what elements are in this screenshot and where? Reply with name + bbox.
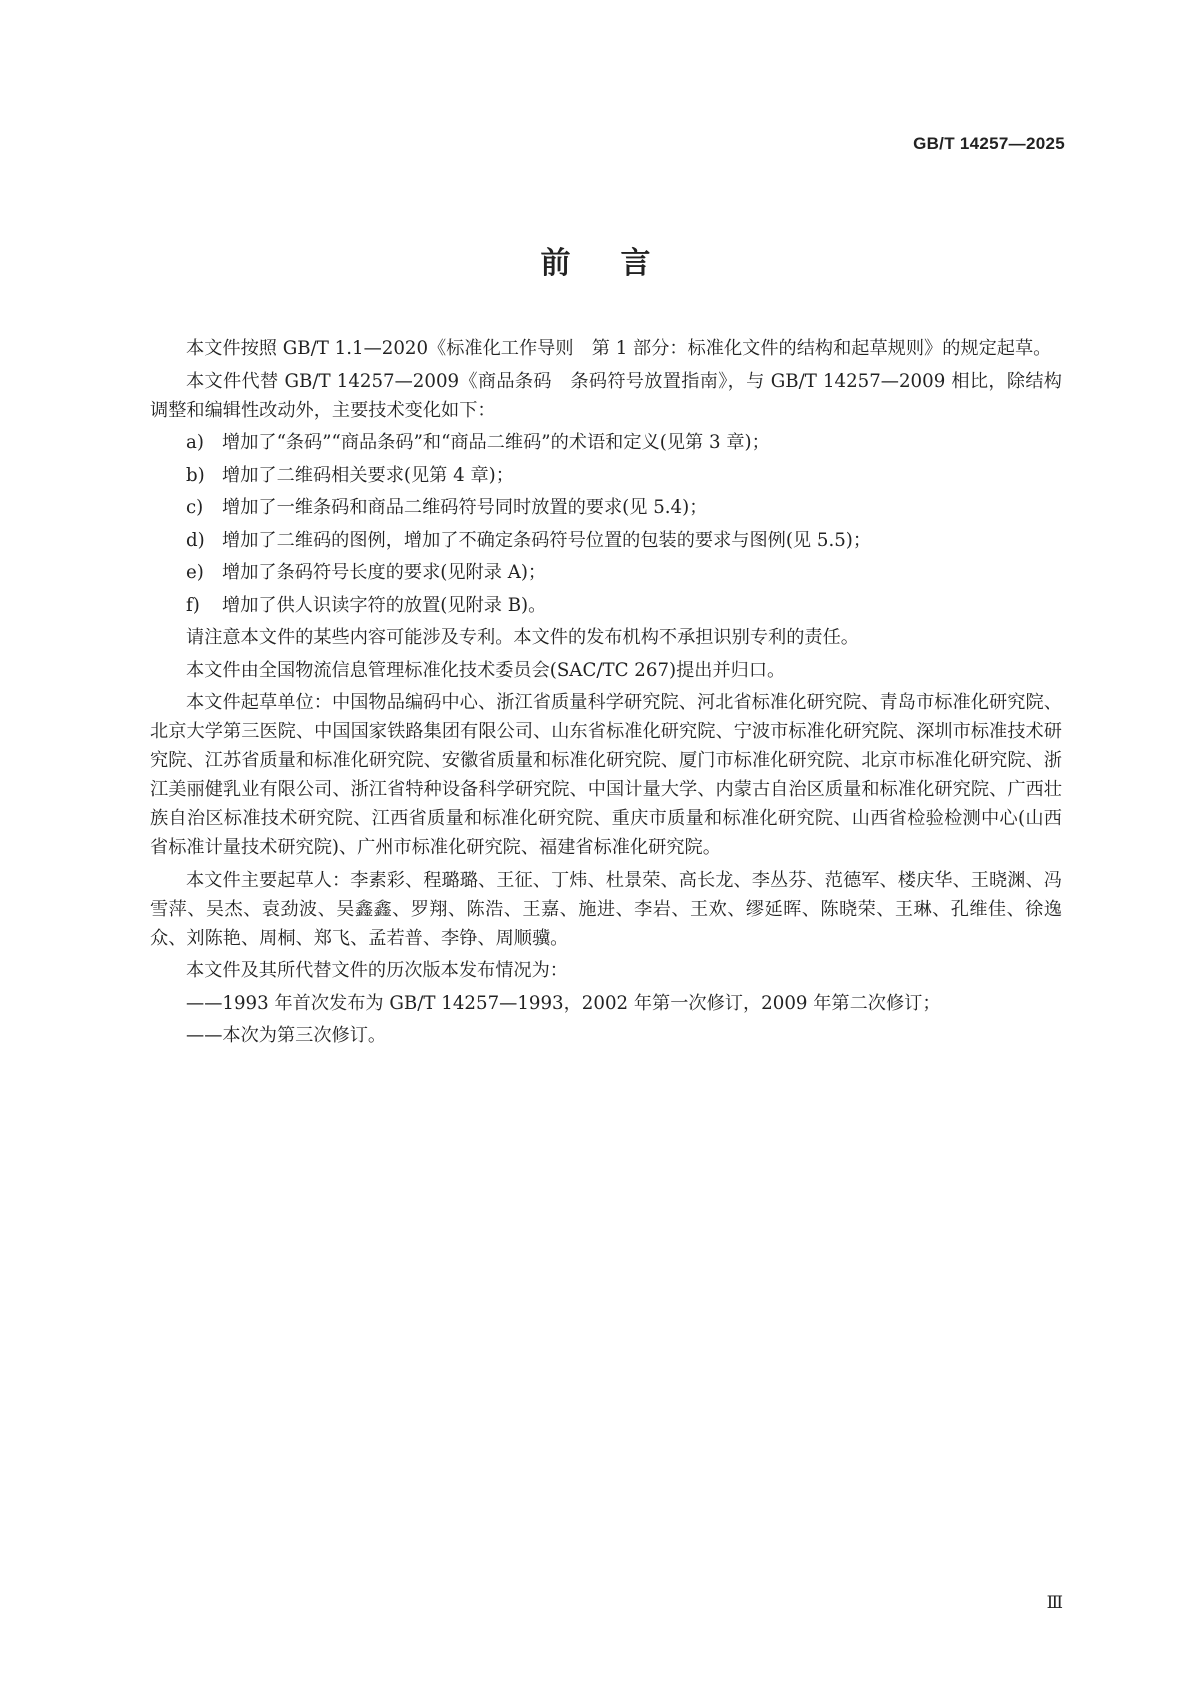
history-item: ——1993 年首次发布为 GB/T 14257—1993，2002 年第一次修订，2009 年第二次修订； bbox=[186, 992, 941, 1014]
paragraph-replacement: 本文件代替 GB/T 14257—2009《商品条码 条码符号放置指南》，与 GB/T 14257—2009 相比，除结构调整和编辑性改动外，主要技术变化如下： bbox=[150, 370, 1062, 421]
list-marker: f) bbox=[186, 594, 200, 616]
list-marker: a) bbox=[186, 432, 204, 453]
list-item bbox=[150, 526, 1062, 555]
paragraph-patent-notice: 请注意本文件的某些内容可能涉及专利。本文件的发布机构不承担识别专利的责任。 bbox=[186, 627, 859, 648]
list-item bbox=[150, 461, 1062, 490]
list-item bbox=[150, 591, 1062, 620]
list-item-text: 增加了条码符号长度的要求(见附录 A)； bbox=[222, 562, 547, 583]
list-item bbox=[150, 558, 1062, 587]
paragraph-drafting-units: 本文件起草单位：中国物品编码中心、浙江省质量科学研究院、河北省标准化研究院、青岛市标准化研究院、北京大学第三医院、中国国家铁路集团有限公司、山东省标准化研究院、宁波市标准化研究院、深圳市标准技术研究院、江苏省质量和标准化研究院、安徽省质量和标准化研究院、厦门市标准化研究院、北京市标准化研究院、浙江美丽健乳业有限公司、浙江省特种设备科学研究院、中国计量大学、内蒙古自治区质量和标准化研究院、广西壮族自治区标准技术研究院、江西省质量和标准化研究院、重庆市质量和标准化研究院、山西省检验检测中心(山西省标准计量技术研究院)、广州市标准化研究院、福建省标准化研究院。 bbox=[150, 692, 1062, 858]
page-title: 前言 bbox=[540, 246, 701, 281]
list-item bbox=[150, 428, 1062, 457]
paragraph-drafting-rules: 本文件按照 GB/T 1.1—2020《标准化工作导则 第 1 部分：标准化文件的结构和起草规则》的规定起草。 bbox=[186, 338, 1052, 359]
list-item-text: 增加了二维码相关要求(见第 4 章)； bbox=[222, 464, 514, 486]
history-item: ——本次为第三次修订。 bbox=[186, 1025, 387, 1046]
list-marker: e) bbox=[186, 562, 204, 583]
standard-code: GB/T 14257—2025 bbox=[913, 134, 1065, 153]
list-item-text: 增加了供人识读字符的放置(见附录 B)。 bbox=[222, 594, 547, 616]
list-marker: b) bbox=[186, 464, 205, 486]
page-number: Ⅲ bbox=[1046, 1593, 1063, 1612]
list-item-text: 增加了二维码的图例，增加了不确定条码符号位置的包装的要求与图例(见 5.5)； bbox=[222, 529, 872, 551]
paragraph-history-intro: 本文件及其所代替文件的历次版本发布情况为： bbox=[186, 960, 568, 981]
list-item-text: 增加了“条码”“商品条码”和“商品二维码”的术语和定义(见第 3 章)； bbox=[222, 432, 770, 453]
list-marker: c) bbox=[186, 497, 204, 518]
foreword-body bbox=[150, 334, 1062, 1054]
list-marker: d) bbox=[186, 529, 205, 551]
list-item bbox=[150, 493, 1062, 522]
paragraph-drafters: 本文件主要起草人：李素彩、程璐璐、王征、丁炜、杜景荣、高长龙、李丛芬、范德军、楼庆华、王晓渊、冯雪萍、吴杰、袁劲波、吴鑫鑫、罗翔、陈浩、王嘉、施进、李岩、王欢、缪延晖、陈晓荣、王琳、孔维佳、徐逸众、刘陈艳、周桐、郑飞、孟若普、李铮、周顺骥。 bbox=[150, 869, 1062, 949]
list-item-text: 增加了一维条码和商品二维码符号同时放置的要求(见 5.4)； bbox=[222, 497, 708, 518]
paragraph-proposer: 本文件由全国物流信息管理标准化技术委员会(SAC/TC 267)提出并归口。 bbox=[186, 659, 786, 681]
